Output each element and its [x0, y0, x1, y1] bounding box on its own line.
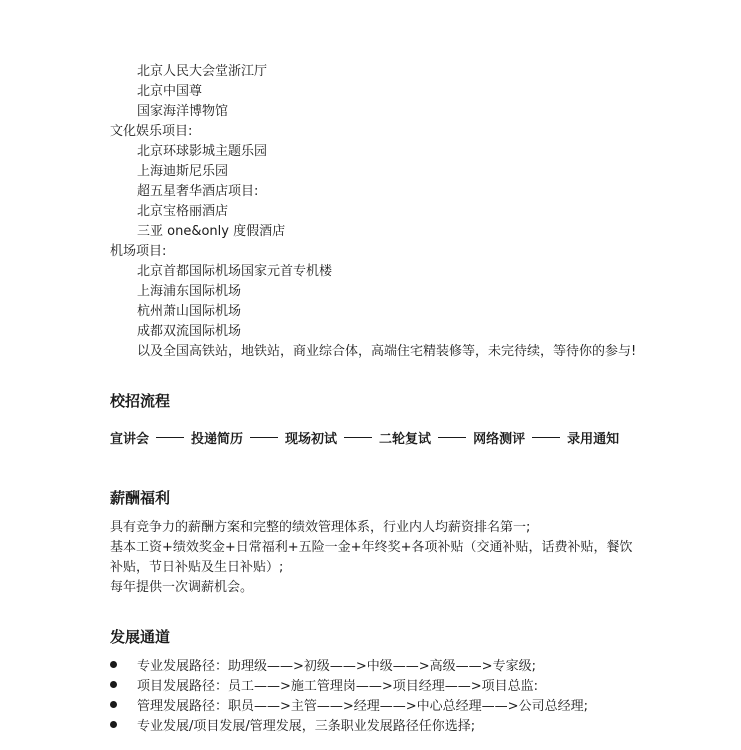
flow-arrow — [438, 437, 466, 438]
flow-step: 现场初试 — [285, 432, 338, 447]
closing-line: 以及全国高铁站，地铁站，商业综合体，高端住宅精装修等，未完待续，等待你的参与! — [137, 344, 637, 359]
venue-item: 国家海洋博物馆 — [137, 104, 229, 119]
career-path-text: 专业发展路径：助理级——>初级——>中级——>高级——>专家级; — [137, 659, 536, 674]
benefits-title: 薪酬福利 — [110, 489, 171, 507]
airport-label: 机场项目: — [110, 244, 167, 259]
flow-arrow — [344, 437, 372, 438]
benefits-line: 每年提供一次调薪机会。 — [110, 580, 254, 595]
venue-item: 上海浦东国际机场 — [137, 284, 242, 299]
career-path-item — [110, 717, 475, 737]
career-title: 发展通道 — [110, 628, 171, 646]
venue-item: 北京环球影城主题乐园 — [137, 144, 268, 159]
venue-item: 三亚 one&only 度假酒店 — [137, 224, 286, 239]
venue-item: 上海迪斯尼乐园 — [137, 164, 229, 179]
benefits-line: 具有竞争力的薪酬方案和完整的绩效管理体系，行业内人均薪资排名第一; — [110, 520, 531, 535]
career-path-text: 管理发展路径：职员——>主管——>经理——>中心总经理——>公司总经理; — [137, 699, 588, 714]
venue-item: 成都双流国际机场 — [137, 324, 242, 339]
flow-step: 宣讲会 — [110, 432, 150, 447]
career-path-text: 专业发展/项目发展/管理发展，三条职业发展路径任你选择; — [137, 719, 476, 734]
venue-item: 北京首都国际机场国家元首专机楼 — [137, 264, 333, 279]
career-path-item — [110, 677, 538, 697]
culture-label: 文化娱乐项目: — [110, 124, 193, 139]
flow-step: 投递简历 — [191, 432, 244, 447]
career-path-text: 项目发展路径：员工——>施工管理岗——>项目经理——>项目总监: — [137, 679, 539, 694]
recruitment-flow — [110, 430, 619, 450]
hotel-label: 超五星奢华酒店项目: — [137, 184, 259, 199]
bullet-icon — [110, 681, 117, 688]
venue-item: 北京人民大会堂浙江厅 — [137, 64, 268, 79]
bullet-icon — [110, 661, 117, 668]
bullet-icon — [110, 701, 117, 708]
venue-item: 杭州萧山国际机场 — [137, 304, 242, 319]
bullet-icon — [110, 721, 117, 728]
flow-step: 录用通知 — [567, 432, 620, 447]
venue-item: 北京中国尊 — [137, 84, 203, 99]
career-path-item — [110, 657, 536, 677]
flow-arrow — [250, 437, 278, 438]
flow-arrow — [156, 437, 184, 438]
career-path-item — [110, 697, 588, 717]
flow-step: 二轮复试 — [379, 432, 432, 447]
flow-step: 网络测评 — [473, 432, 526, 447]
venue-item: 北京宝格丽酒店 — [137, 204, 229, 219]
benefits-line: 基本工资+绩效奖金+日常福利+五险一金+年终奖+各项补贴（交通补贴，话费补贴，餐饮补贴，节日补贴及生日补贴）; — [110, 540, 633, 575]
flow-arrow — [532, 437, 560, 438]
recruitment-title: 校招流程 — [110, 392, 171, 410]
